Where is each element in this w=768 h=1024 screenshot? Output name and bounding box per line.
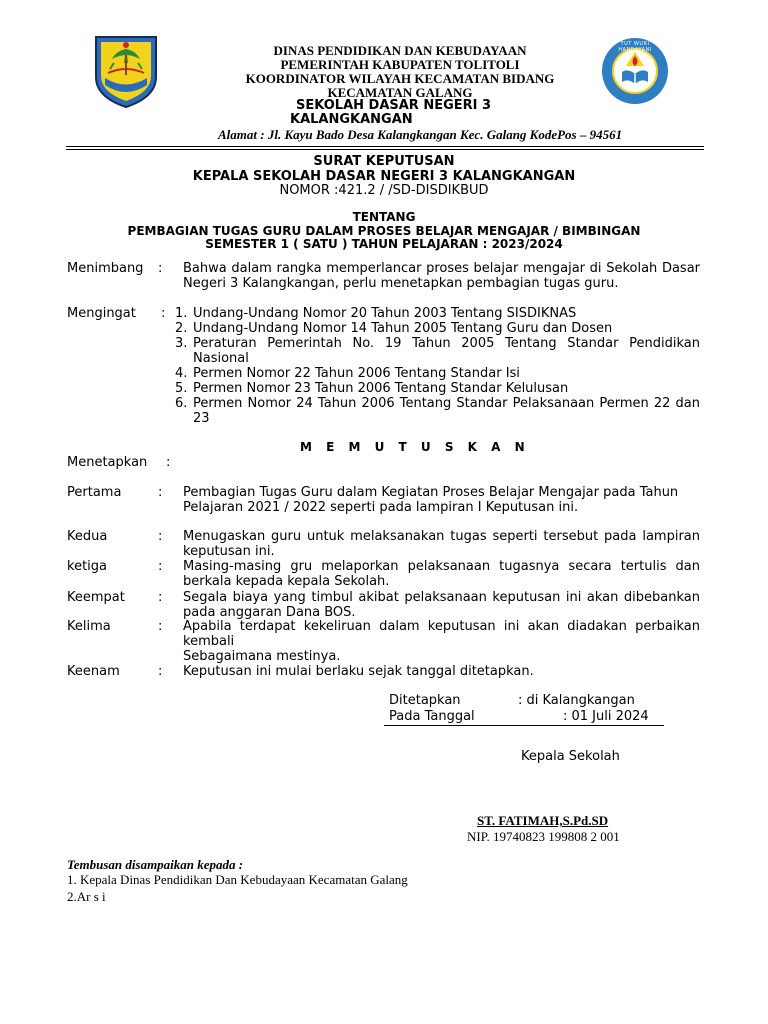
tembusan-heading: Tembusan disampaikan kepada :	[67, 857, 244, 872]
tanggal-value: : 01 Juli 2024	[563, 709, 649, 724]
letterhead-line-3: KOORDINATOR WILAYAH KECAMATAN BIDANG	[245, 71, 555, 86]
menimbang-label: Menimbang	[67, 261, 144, 276]
ditetapkan-label: Ditetapkan	[389, 693, 461, 708]
list-item-text: Peraturan Pemerintah No. 19 Tahun 2005 Tentang Standar Pendidikan Nasional	[193, 336, 700, 366]
menetapkan-label: Menetapkan	[67, 455, 148, 470]
subject-line-2: SEMESTER 1 ( SATU ) TAHUN PELAJARAN : 2023/2024	[205, 237, 563, 251]
list-item-text: Undang-Undang Nomor 20 Tahun 2003 Tentang SISDIKNAS	[193, 306, 577, 321]
list-item-number: 2.	[175, 321, 188, 336]
list-item	[175, 366, 700, 381]
menetapkan-colon: :	[166, 455, 171, 470]
decision-colon: :	[158, 485, 163, 500]
list-item	[175, 336, 700, 366]
signer-nip: NIP. 19740823 199808 2 001	[467, 829, 620, 844]
list-item-number: 1.	[175, 306, 188, 321]
decision-colon: :	[158, 559, 163, 574]
letterhead-divider-thin	[66, 149, 704, 150]
signature-date-underline	[384, 725, 664, 726]
tanggal-label: Pada Tanggal	[389, 709, 475, 724]
list-item-number: 3.	[175, 336, 188, 351]
tut-wuri-logo-text: TUT WURI HANDAYANI	[618, 41, 652, 53]
list-item-text: Undang-Undang Nomor 14 Tahun 2005 Tentang Guru dan Dosen	[193, 321, 613, 336]
decision-label-keempat: Keempat	[67, 590, 125, 605]
decision-text-line: Sebagaimana mestinya.	[183, 649, 341, 664]
decision-label-kedua: Kedua	[67, 529, 108, 544]
school-name-line-2: KALANGKANGAN	[290, 112, 413, 127]
decision-label-pertama: Pertama	[67, 485, 122, 500]
tembusan-item-1: 1. Kepala Dinas Pendidikan Dan Kebudayaan Kecamatan Galang	[67, 872, 408, 887]
menimbang-colon: :	[158, 261, 163, 276]
ditetapkan-value: : di Kalangkangan	[518, 693, 635, 708]
decision-colon: :	[158, 619, 163, 634]
list-item-text: Permen Nomor 24 Tahun 2006 Tentang Standar Pelaksanaan Permen 22 dan 23	[193, 396, 700, 426]
decision-text-line: Apabila terdapat kekeliruan dalam keputusan ini akan diadakan perbaikan kembali	[183, 619, 700, 649]
tembusan-item-2: 2.Ar s i	[67, 889, 106, 904]
tut-wuri-handayani-logo	[600, 36, 670, 106]
decision-text-pertama	[183, 485, 700, 515]
letterhead-line-4: KECAMATAN GALANG	[327, 85, 473, 100]
mengingat-list	[175, 306, 700, 426]
decree-subheading: KEPALA SEKOLAH DASAR NEGERI 3 KALANGKANGAN	[192, 169, 576, 184]
school-address: Alamat : Jl. Kayu Bado Desa Kalangkangan Kec. Galang KodePos – 94561	[218, 127, 623, 142]
letterhead-line-2: PEMERINTAH KABUPATEN TOLITOLI	[280, 57, 520, 72]
decision-colon: :	[158, 529, 163, 544]
letterhead-line-1: DINAS PENDIDIKAN DAN KEBUDAYAAN	[273, 43, 527, 58]
menimbang-text: Bahwa dalam rangka memperlancar proses belajar mengajar di Sekolah Dasar Negeri 3 Kalangkangan, perlu menetapkan pembagian tugas guru.	[183, 261, 700, 291]
decision-text-kelima	[183, 619, 700, 664]
list-item-number: 5.	[175, 381, 188, 396]
decree-number: NOMOR :421.2 / /SD-DISDIKBUD	[279, 183, 489, 198]
list-item	[175, 306, 700, 321]
list-item	[175, 381, 700, 396]
letterhead-divider-thick	[66, 146, 704, 147]
decision-text-kedua: Menugaskan guru untuk melaksanakan tugas seperti tersebut pada lampiran keputusan ini.	[183, 529, 700, 559]
decision-text-keempat: Segala biaya yang timbul akibat pelaksanaan keputusan ini akan dibebankan pada anggaran Dana BOS.	[183, 590, 700, 620]
list-item-text: Permen Nomor 23 Tahun 2006 Tentang Standar Kelulusan	[193, 381, 569, 396]
list-item-number: 4.	[175, 366, 188, 381]
list-item	[175, 396, 700, 426]
memutuskan-heading: M E M U T U S K A N	[300, 440, 530, 454]
decision-colon: :	[158, 664, 163, 679]
list-item-text: Permen Nomor 22 Tahun 2006 Tentang Standar Isi	[193, 366, 520, 381]
decision-text-line: Pembagian Tugas Guru dalam Kegiatan Proses Belajar Mengajar pada Tahun	[183, 485, 679, 500]
decision-text-keenam: Keputusan ini mulai berlaku sejak tanggal ditetapkan.	[183, 664, 534, 679]
subject-line-1: PEMBAGIAN TUGAS GURU DALAM PROSES BELAJAR MENGAJAR / BIMBINGAN	[127, 224, 641, 238]
decision-text-ketiga: Masing-masing gru melaporkan pelaksanaan tugasnya secara tertulis dan berkala kepada kepala Sekolah.	[183, 559, 700, 589]
list-item-number: 6.	[175, 396, 188, 411]
regency-emblem-logo	[92, 33, 160, 109]
decision-colon: :	[158, 590, 163, 605]
tentang-label: TENTANG	[352, 210, 416, 224]
decision-label-ketiga: ketiga	[67, 559, 107, 574]
list-item	[175, 321, 700, 336]
decision-label-kelima: Kelima	[67, 619, 111, 634]
signer-position: Kepala Sekolah	[521, 749, 620, 764]
decision-label-keenam: Keenam	[67, 664, 120, 679]
mengingat-colon: :	[161, 306, 166, 321]
decree-heading: SURAT KEPUTUSAN	[313, 154, 455, 169]
school-name-line-1: SEKOLAH DASAR NEGERI 3	[296, 98, 492, 113]
signer-name: ST. FATIMAH,S.Pd.SD	[477, 813, 609, 828]
decision-text-line: Pelajaran 2021 / 2022 seperti pada lampiran I Keputusan ini.	[183, 500, 579, 515]
mengingat-label: Mengingat	[67, 306, 136, 321]
